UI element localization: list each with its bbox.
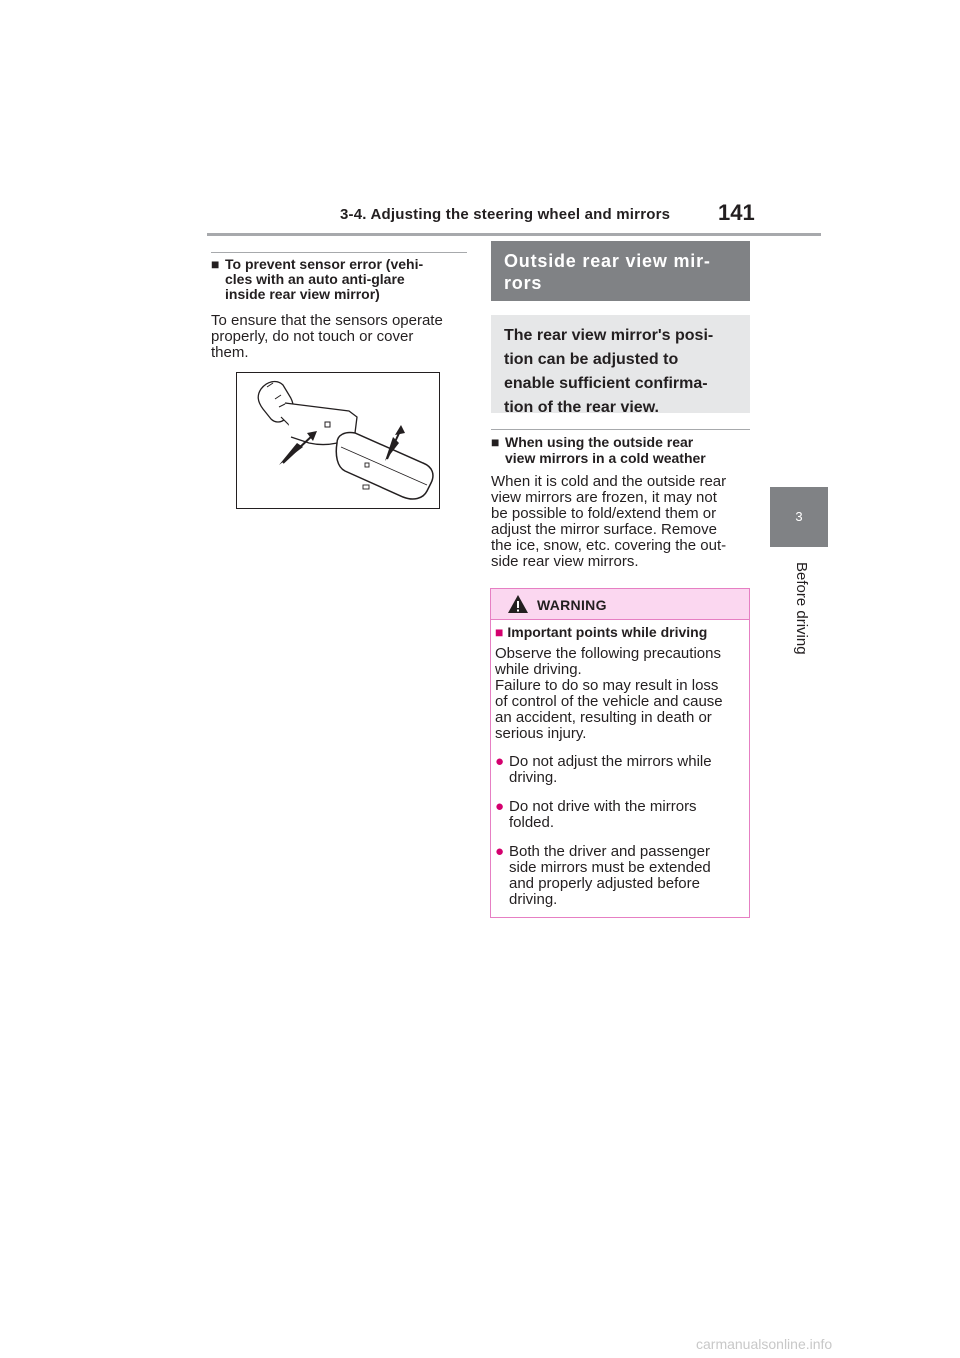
warning-bullet [495,844,745,908]
square-bullet-icon: ■ [211,256,220,272]
body-line: the ice, snow, etc. covering the out- [491,537,727,554]
body-line: To ensure that the sensors operate [211,312,443,329]
sensor-body-text [211,313,467,361]
warning-box [490,588,750,918]
intro-line: tion of the rear view. [504,399,659,416]
body-line: view mirrors are frozen, it may not [491,489,717,506]
subheading-sensor-error [211,256,467,302]
chapter-tab [770,487,828,547]
bullet-line: Do not adjust the mirrors while [509,753,712,770]
subheading-line: view mirrors in a cold weather [505,450,706,466]
body-line: while driving. [495,661,582,678]
subsection-rule [211,252,467,253]
subheading-line: cles with an auto anti-glare [225,271,405,287]
body-line: an accident, resulting in death or [495,709,712,726]
warning-label: WARNING [537,597,607,613]
body-line: of control of the vehicle and cause [495,693,723,710]
warning-bullet [495,754,745,786]
section-heading-outside-mirrors [491,241,750,301]
body-line: properly, do not touch or cover [211,328,414,345]
body-line: Observe the following precautions [495,645,721,662]
inside-mirror-illustration [236,372,440,509]
warning-header [491,589,749,620]
subheading-line: When using the outside rear [505,434,694,450]
body-line: When it is cold and the outside rear [491,473,727,490]
bullet-line: Both the driver and passenger [509,843,710,860]
bullet-line: driving. [509,891,558,908]
round-bullet-icon: ● [495,843,505,860]
warning-body-text [495,646,745,742]
body-line: Failure to do so may result in loss [495,677,719,694]
bullet-line: side mirrors must be extended [509,859,711,876]
warning-triangle-icon [507,594,529,614]
round-bullet-icon: ● [495,753,505,770]
page-number: 141 [718,200,755,225]
warning-subheading-text: Important points while driving [507,624,708,640]
bullet-line: and properly adjusted before [509,875,700,892]
cold-weather-body-text [491,474,753,570]
chapter-label: Before driving [793,562,810,655]
section-heading-line: rors [504,273,543,293]
body-line: side rear view mirrors. [491,553,639,570]
section-heading-line: Outside rear view mir- [504,251,711,271]
watermark: carmanualsonline.info [696,1336,833,1352]
intro-line: The rear view mirror's posi- [504,327,714,344]
bullet-line: Do not drive with the mirrors [509,798,697,815]
warning-subheading [495,624,707,640]
intro-line: tion can be adjusted to [504,351,679,368]
subheading-line: inside rear view mirror) [225,286,380,302]
square-bullet-icon: ■ [495,624,504,640]
body-line: adjust the mirror surface. Remove [491,521,717,538]
intro-line: enable sufficient confirma- [504,375,708,392]
round-bullet-icon: ● [495,798,505,815]
bullet-line: driving. [509,769,558,786]
subheading-line: To prevent sensor error (vehi- [225,256,424,272]
body-line: them. [211,344,249,361]
bullet-line: folded. [509,814,555,831]
header-rule [207,233,821,236]
subsection-rule [491,429,750,430]
square-bullet-icon: ■ [491,434,500,450]
section-intro [491,315,750,416]
warning-bullet [495,799,745,831]
body-line: serious injury. [495,725,587,742]
subheading-cold-weather [491,435,750,469]
chapter-label-container [790,562,810,672]
inside-mirror-drawing [237,373,439,508]
chapter-number: 3 [795,509,803,524]
section-title: 3-4. Adjusting the steering wheel and mirrors [340,206,671,223]
body-line: be possible to fold/extend them or [491,505,717,522]
